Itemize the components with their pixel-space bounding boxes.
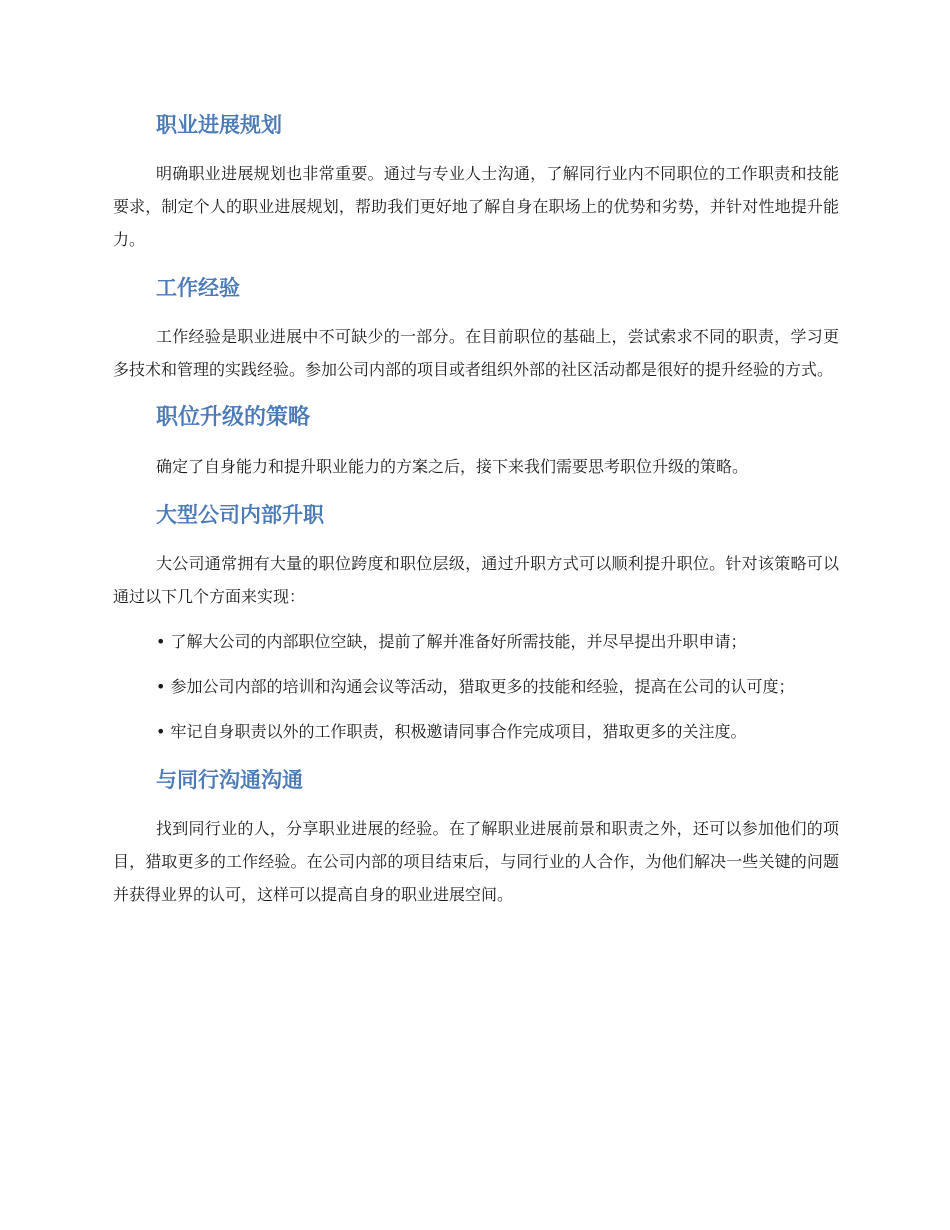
body-paragraph: 找到同行业的人，分享职业进展的经验。在了解职业进展前景和职责之外，还可以参加他们的项目，猎取更多的工作经验。在公司内部的项目结束后，与同行业的人合作，为他们解决一些关键的问题并获得业界的认可，这样可以提高自身的职业进展空间。 [113,819,839,904]
section-promotion-strategy [113,398,839,495]
section-heading: 工作经验 [156,276,240,300]
section-peer-communication [113,760,839,911]
body-paragraph: 工作经验是职业进展中不可缺少的一部分。在目前职位的基础上，尝试索求不同的职责，学习更多技术和管理的实践经验。参加公司内部的项目或者组织外部的社区活动都是很好的提升经验的方式。 [113,327,839,379]
section-career-progress-planning [113,105,839,268]
section-work-experience [113,268,839,398]
section-heading: 职位升级的策略 [156,405,311,430]
bullet-item: • 了解大公司的内部职位空缺，提前了解并准备好所需技能，并尽早提出升职申请； [156,632,747,651]
bullet-item: • 参加公司内部的培训和沟通会议等活动，猎取更多的技能和经验，提高在公司的认可度； [156,677,795,696]
bullet-item: • 牢记自身职责以外的工作职责，积极邀请同事合作完成项目，猎取更多的关注度。 [156,722,747,741]
section-heading: 与同行沟通沟通 [156,768,303,792]
body-paragraph: 明确职业进展规划也非常重要。通过与专业人士沟通，了解同行业内不同职位的工作职责和技能要求，制定个人的职业进展规划，帮助我们更好地了解自身在职场上的优势和劣势，并针对性地提升能力。 [113,164,839,249]
body-paragraph: 大公司通常拥有大量的职位跨度和职位层级，通过升职方式可以顺利提升职位。针对该策略可以通过以下几个方面来实现： [113,554,839,606]
section-heading: 大型公司内部升职 [156,503,324,527]
body-paragraph: 确定了自身能力和提升职业能力的方案之后，接下来我们需要思考职位升级的策略。 [156,457,749,476]
section-internal-promotion [113,495,839,760]
document-content [113,105,839,911]
section-heading: 职业进展规划 [156,113,282,137]
